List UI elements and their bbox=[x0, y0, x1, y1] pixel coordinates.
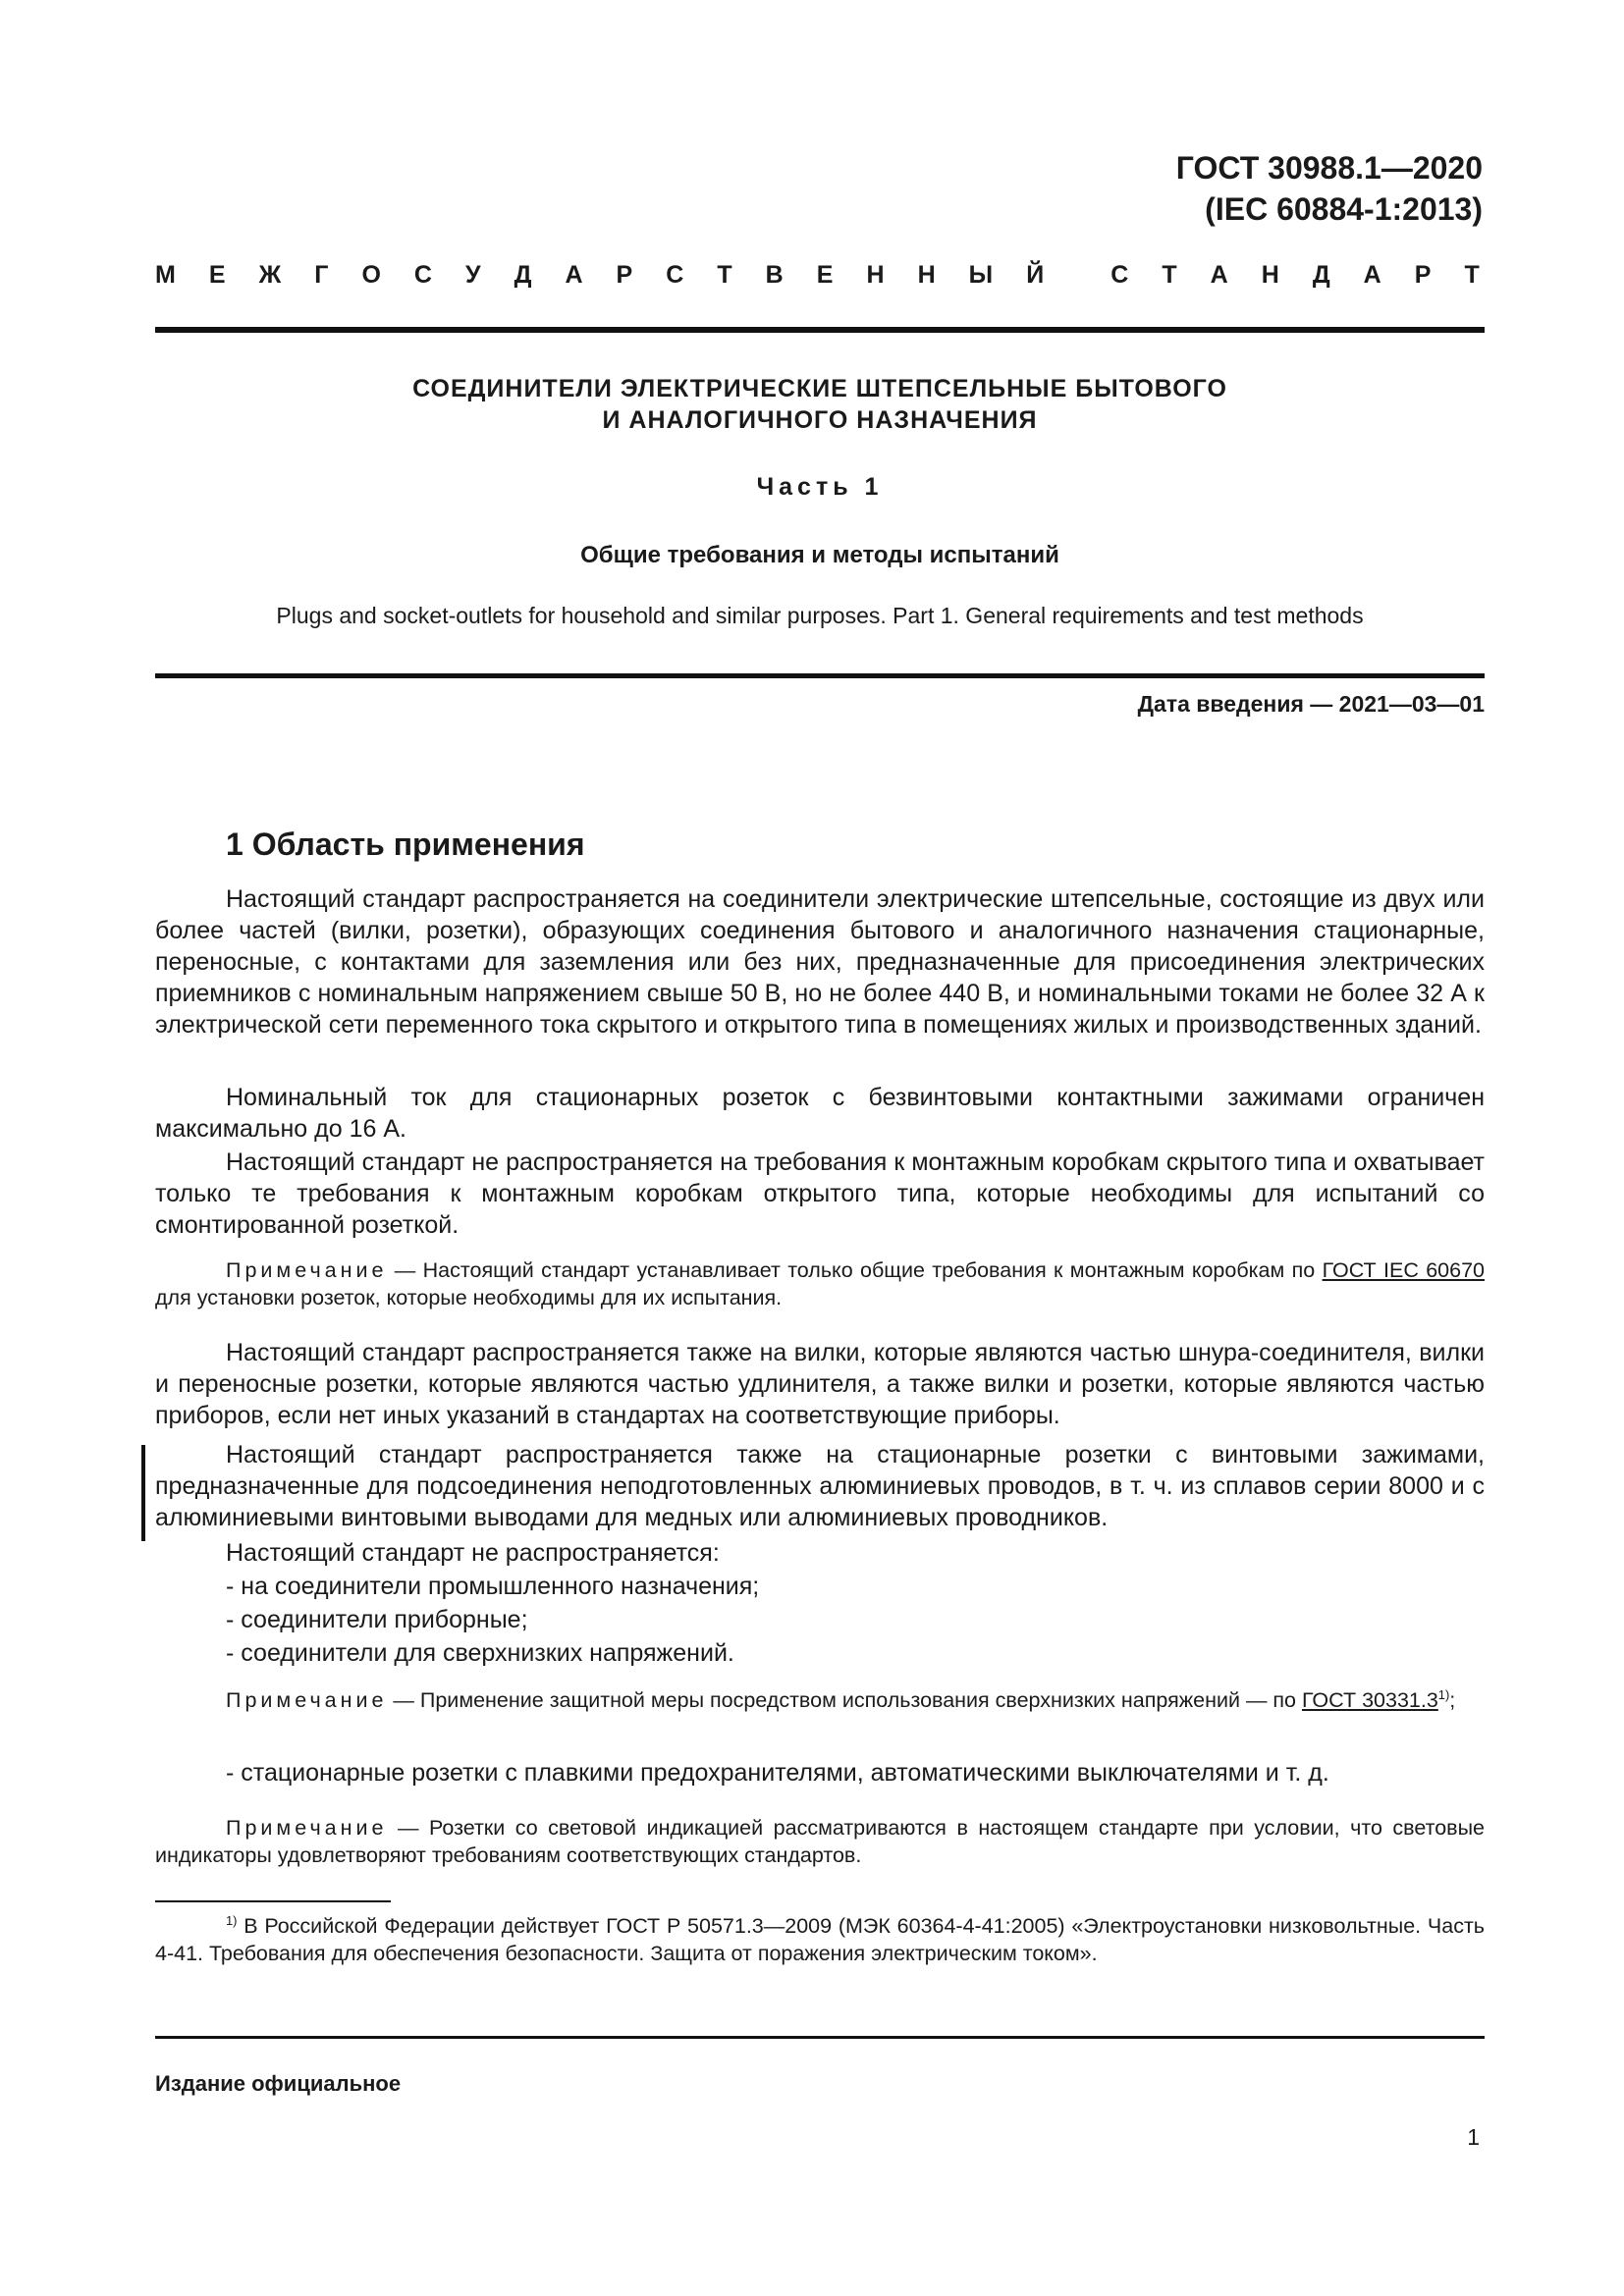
standard-code-line2: (IEC 60884-1:2013) bbox=[1205, 191, 1483, 227]
interstate-letter: Н bbox=[866, 261, 885, 289]
interstate-letter: С bbox=[1110, 261, 1129, 289]
interstate-standard-heading bbox=[155, 261, 1480, 294]
paragraph-5: Настоящий стандарт распространяется также на стационарные розетки с винтовыми зажимами, предназначенные для подсоединения неподготовленных алюминиевых проводов, в т. ч. из сплавов серии 8000 и с алюминиевыми винтовыми выводами для медных или алюминиевых проводников. bbox=[155, 1441, 1485, 1531]
interstate-letter: Е bbox=[816, 261, 834, 289]
footnote-ref: 1) bbox=[1437, 1686, 1450, 1702]
interstate-letter: С bbox=[413, 261, 432, 289]
standard-code-line1: ГОСТ 30988.1—2020 bbox=[1175, 150, 1483, 186]
document-subtitle: Общие требования и методы испытаний bbox=[580, 542, 1059, 568]
english-title: Plugs and socket-outlets for household and similar purposes. Part 1. General requirements and test methods bbox=[276, 603, 1364, 628]
interstate-letter: Н bbox=[917, 261, 936, 289]
document-title bbox=[155, 373, 1485, 436]
interstate-letter: О bbox=[361, 261, 381, 289]
note-1: Примечание — Настоящий стандарт устанавливает только общие требования к монтажным коробкам по ГОСТ IEC 60670 для установки розеток, которые необходимы для их испытания. bbox=[155, 1258, 1485, 1309]
paragraph-6: Настоящий стандарт не распространяется: bbox=[226, 1539, 720, 1567]
interstate-letter: Р bbox=[616, 261, 633, 289]
interstate-letter: М bbox=[155, 261, 176, 289]
title-rule bbox=[155, 673, 1485, 678]
footer-rule bbox=[155, 2036, 1485, 2039]
list-item: - соединители приборные; bbox=[226, 1606, 528, 1633]
interstate-letter: Г bbox=[314, 261, 329, 289]
introduction-date: Дата введения — 2021—03—01 bbox=[1137, 691, 1485, 717]
list-item: - соединители для сверхнизких напряжений. bbox=[226, 1639, 734, 1667]
interstate-letter: А bbox=[1210, 261, 1228, 289]
interstate-letter: Д bbox=[1312, 261, 1330, 289]
interstate-letter: Й bbox=[1026, 261, 1045, 289]
interstate-letter: В bbox=[765, 261, 784, 289]
section-heading: 1 Область применения bbox=[226, 827, 585, 862]
interstate-letter: Т bbox=[1162, 261, 1177, 289]
standard-code bbox=[893, 147, 1483, 230]
footnote-rule bbox=[155, 1900, 391, 1902]
header-rule bbox=[155, 327, 1485, 333]
gost-30331-3-link[interactable]: ГОСТ 30331.3 bbox=[1302, 1688, 1438, 1712]
list-item: - на соединители промышленного назначения; bbox=[226, 1573, 760, 1600]
list-item-fuses: - стационарные розетки с плавкими предохранителями, автоматическими выключателями и т. д. bbox=[226, 1759, 1329, 1787]
paragraph-2: Номинальный ток для стационарных розеток с безвинтовыми контактными зажимами ограничен максимально до 16 А. bbox=[155, 1084, 1485, 1143]
note-2: Примечание — Применение защитной меры посредством использования сверхнизких напряжений — по ГОСТ 30331.3$^{1)}$; bbox=[226, 1686, 1456, 1712]
interstate-letter: А bbox=[1363, 261, 1381, 289]
interstate-letter: Д bbox=[514, 261, 532, 289]
official-edition-label: Издание официальное bbox=[155, 2071, 402, 2096]
interstate-letter: Т bbox=[717, 261, 732, 289]
paragraph-1: Настоящий стандарт распространяется на соединители электрические штепсельные, состоящие из двух или более частей (вилки, розетки), образующих соединения бытового и аналогичного назначения стационарные, переносные, с контактами для заземления или без них, предназначенные для присоединения электрических приемников с номинальным напряжением свыше 50 В, но не более 440 В, и номинальными токами не более 32 А к электрической сети переменного тока скрытого и открытого типа в помещениях жилых и производственных зданий. bbox=[155, 885, 1485, 1039]
interstate-letter: Ж bbox=[258, 261, 282, 289]
change-bar bbox=[141, 1445, 145, 1541]
title-line1: СОЕДИНИТЕЛИ ЭЛЕКТРИЧЕСКИЕ ШТЕПСЕЛЬНЫЕ БЫТОВОГО bbox=[412, 375, 1227, 402]
interstate-letter: Н bbox=[1261, 261, 1279, 289]
note-3: Примечание — Розетки со световой индикацией рассматриваются в настоящем стандарте при условии, что световые индикаторы удовлетворяют требованиям соответствующих стандартов. bbox=[155, 1816, 1485, 1867]
footnote: $^{1)}$ В Российской Федерации действует ГОСТ Р 50571.3—2009 (МЭК 60364-4-41:2005) «Электроустановки низковольтные. Часть 4-41. Требования для обеспечения безопасности. Защита от поражения электрическим током». bbox=[155, 1912, 1485, 1965]
gost-iec-60670-link[interactable]: ГОСТ IEC 60670 bbox=[1322, 1258, 1485, 1282]
part-label: Часть 1 bbox=[756, 473, 884, 501]
interstate-letter: У bbox=[465, 261, 481, 289]
interstate-letter: Р bbox=[1414, 261, 1432, 289]
page-number: 1 bbox=[1467, 2124, 1480, 2150]
footnote-mark: 1) bbox=[226, 1912, 238, 1928]
paragraph-3: Настоящий стандарт не распространяется на требования к монтажным коробкам скрытого типа и охватывает только те требования к монтажным коробкам открытого типа, которые необходимы для испытаний со смонтированной розеткой. bbox=[155, 1148, 1485, 1239]
interstate-letter: А bbox=[565, 261, 583, 289]
interstate-letter: С bbox=[666, 261, 684, 289]
paragraph-4: Настоящий стандарт распространяется также на вилки, которые являются частью шнура-соединителя, вилки и переносные розетки, которые являются частью удлинителя, а также вилки и розетки, которые являются частью приборов, если нет иных указаний в стандартах на соответствующие приборы. bbox=[155, 1339, 1485, 1429]
interstate-letter: Е bbox=[208, 261, 226, 289]
title-line2: И АНАЛОГИЧНОГО НАЗНАЧЕНИЯ bbox=[602, 406, 1038, 434]
interstate-letter: Ы bbox=[968, 261, 994, 289]
interstate-letter: Т bbox=[1464, 261, 1480, 289]
